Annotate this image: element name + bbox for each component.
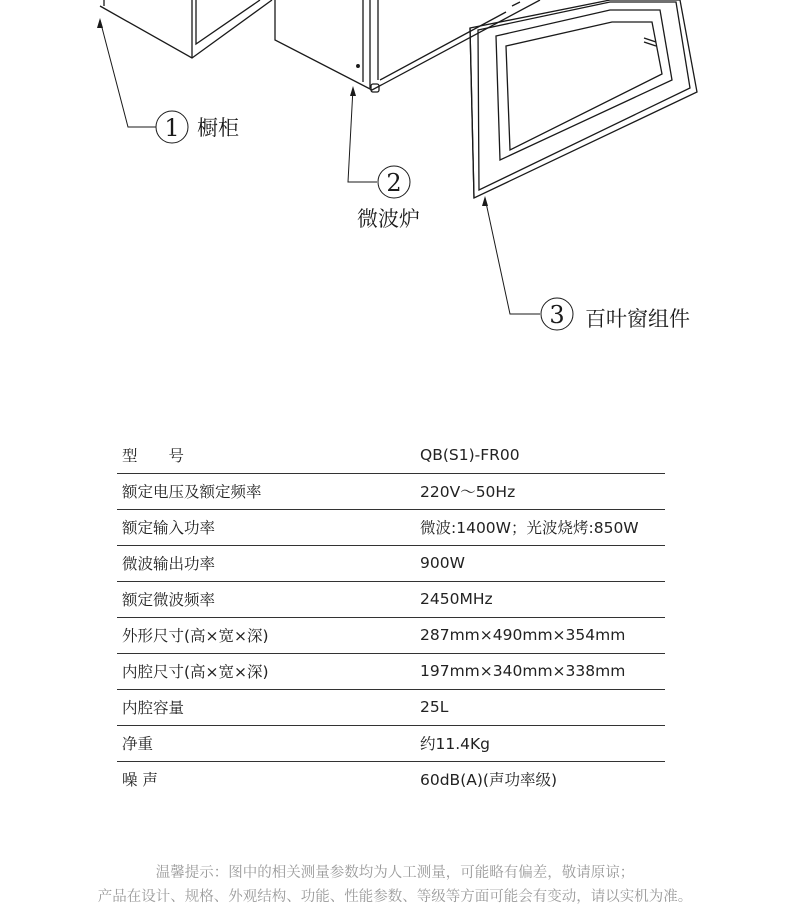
spec-label: 噪 声 bbox=[122, 771, 158, 790]
spec-table bbox=[117, 437, 665, 797]
svg-text:2: 2 bbox=[386, 169, 402, 197]
spec-value: 约11.4Kg bbox=[420, 735, 491, 753]
callout-label-cabinet: 橱柜 bbox=[197, 116, 239, 140]
spec-row-microwave-frequency bbox=[117, 581, 665, 617]
spec-value: 900W bbox=[420, 554, 465, 572]
spec-label: 额定电压及额定频率 bbox=[122, 483, 262, 501]
svg-text:1: 1 bbox=[164, 114, 180, 142]
spec-label: 微波输出功率 bbox=[122, 555, 216, 573]
callout-number-2 bbox=[378, 166, 410, 198]
spec-row-model bbox=[117, 437, 665, 473]
spec-row-noise bbox=[117, 761, 665, 797]
spec-row-cavity-capacity bbox=[117, 689, 665, 725]
callout-leaders bbox=[100, 20, 540, 314]
spec-value: 220V～50Hz bbox=[420, 483, 516, 501]
callout-number-1 bbox=[156, 111, 188, 143]
spec-value: 197mm×340mm×338mm bbox=[420, 662, 626, 680]
spec-row-microwave-output bbox=[117, 545, 665, 581]
spec-row-rated-voltage bbox=[117, 473, 665, 509]
spec-label: 净重 bbox=[122, 735, 154, 753]
spec-row-cavity-dimensions bbox=[117, 653, 665, 689]
disclaimer-note-1: 温馨提示：图中的相关测量参数均为人工测量，可能略有偏差，敬请原谅； bbox=[155, 865, 635, 881]
cabinet-drawing bbox=[100, 0, 272, 58]
spec-row-rated-input-power bbox=[117, 509, 665, 545]
spec-label: 外形尺寸(高×宽×深) bbox=[122, 627, 269, 645]
disclaimer-note-2: 产品在设计、规格、外观结构、功能、性能参数、等级等方面可能会有变动，请以实机为准。 bbox=[97, 889, 693, 905]
spec-label: 内腔尺寸(高×宽×深) bbox=[122, 663, 269, 681]
svg-text:3: 3 bbox=[549, 301, 565, 329]
callout-label-louver-assembly: 百叶窗组件 bbox=[585, 307, 690, 331]
louver-frame-drawing bbox=[470, 0, 697, 198]
spec-value: QB(S1)-FR00 bbox=[420, 445, 520, 464]
callout-label-microwave: 微波炉 bbox=[357, 207, 420, 231]
callout-number-3 bbox=[541, 298, 573, 330]
spec-row-outer-dimensions bbox=[117, 617, 665, 653]
spec-value: 25L bbox=[420, 698, 449, 716]
spec-value: 微波:1400W；光波烧烤:850W bbox=[420, 519, 639, 537]
microwave-drawing bbox=[275, 0, 540, 92]
spec-label: 型 号 bbox=[122, 446, 185, 465]
spec-label: 额定输入功率 bbox=[122, 519, 216, 537]
spec-value: 287mm×490mm×354mm bbox=[420, 626, 626, 644]
spec-label: 内腔容量 bbox=[122, 699, 185, 717]
leader-arrowheads bbox=[97, 18, 488, 206]
spec-row-net-weight bbox=[117, 725, 665, 761]
spec-value: 2450MHz bbox=[420, 590, 493, 608]
spec-value: 60dB(A)(声功率级) bbox=[420, 771, 557, 790]
spec-label: 额定微波频率 bbox=[122, 591, 216, 609]
